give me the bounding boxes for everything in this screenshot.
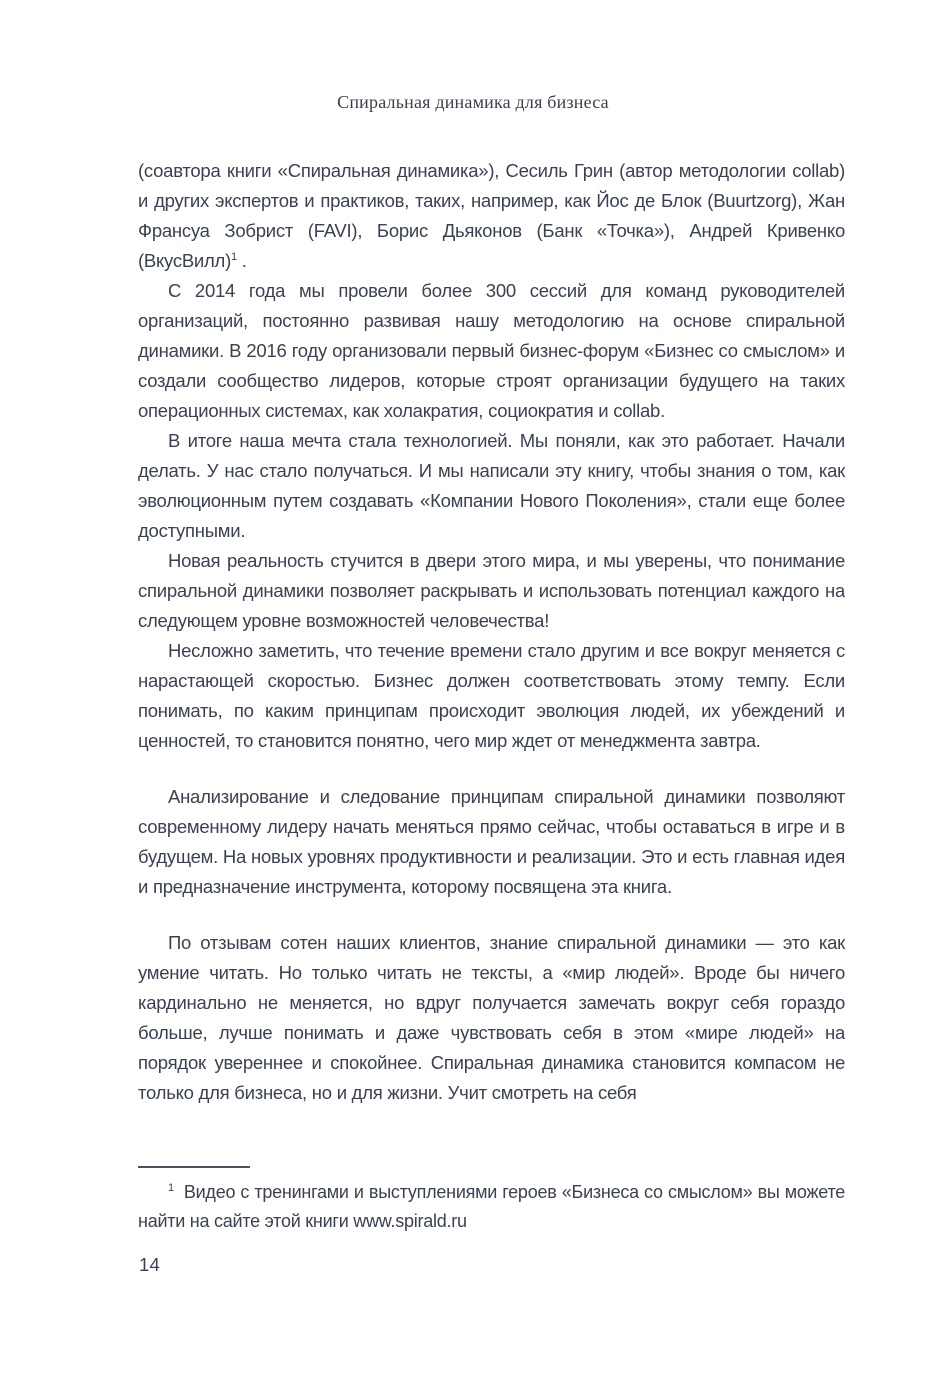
body-paragraph: Несложно заметить, что течение времени стало другим и все вокруг меняется с нарастающей скоростью. Бизнес должен соответствовать этому темпу. Если понимать, по каким принципам происходит эволюция людей, их убеждений и ценностей, то становится понятно, чего мир ждет от менеджмента завтра. <box>138 640 845 751</box>
footnote <box>138 1178 845 1236</box>
text-column <box>138 156 845 1160</box>
page-number: 14 <box>139 1254 160 1275</box>
body-paragraph <box>138 156 845 276</box>
body-paragraph: Новая реальность стучится в двери этого мира, и мы уверены, что понимание спиральной динамики позволяет раскрывать и использовать потенциал каждого на следующем уровне возможностей человечества! <box>138 550 845 631</box>
body-paragraph: В итоге наша мечта стала технологией. Мы поняли, как это работает. Начали делать. У нас стало получаться. И мы написали эту книгу, чтобы знания о том, как эволюционным путем создавать «Компании Нового Поколения», стали еще более доступными. <box>138 430 845 541</box>
running-head: Спиральная динамика для бизнеса <box>337 92 609 112</box>
paragraph-text: . <box>236 250 247 271</box>
body-paragraph: По отзывам сотен наших клиентов, знание спиральной динамики — это как умение читать. Но только читать не тексты, а «мир людей». Вроде бы ничего кардинально не меняется, но вдруг получается замечать вокруг себя гораздо больше, лучше понимать и даже чувствовать себя в этом «мире людей» на порядок увереннее и спокойнее. Спиральная динамика становится компасом не только для бизнеса, но и для жизни. Учит смотреть на себя <box>138 932 845 1103</box>
footnote-divider <box>138 1166 250 1168</box>
footnote-text: Видео с тренингами и выступлениями героев «Бизнеса со смыслом» вы можете найти на сайте этой книги www.spirald.ru <box>138 1182 845 1231</box>
paragraph-text: (соавтора книги «Спиральная динамика»), Сесиль Грин (автор методологии collab) и других экспертов и практиков, таких, например, как Йос де Блок (Buurtzorg), Жан Франсуа Зобрист (FAVI), Борис Дьяконов (Банк «Точка»), Андрей Кривенко (ВкусВилл) <box>138 160 845 271</box>
body-paragraph: Анализирование и следование принципам спиральной динамики позволяют современному лидеру начать меняться прямо сейчас, чтобы оставаться в игре и в будущем. На новых уровнях продуктивности и реализации. Это и есть главная идея и предназначение инструмента, которому посвящена эта книга. <box>138 786 845 897</box>
footnote-reference: 1 <box>231 250 237 263</box>
body-paragraph: С 2014 года мы провели более 300 сессий для команд руководителей организаций, постоянно развивая нашу методологию на основе спиральной динамики. В 2016 году организовали первый бизнес-форум «Бизнес со смыслом» и создали сообщество лидеров, которые строят организации будущего на таких операционных системах, как холакратия, социократия и collab. <box>138 280 845 421</box>
footnote-marker: 1 <box>168 1182 174 1194</box>
footnote-block <box>138 1166 845 1236</box>
